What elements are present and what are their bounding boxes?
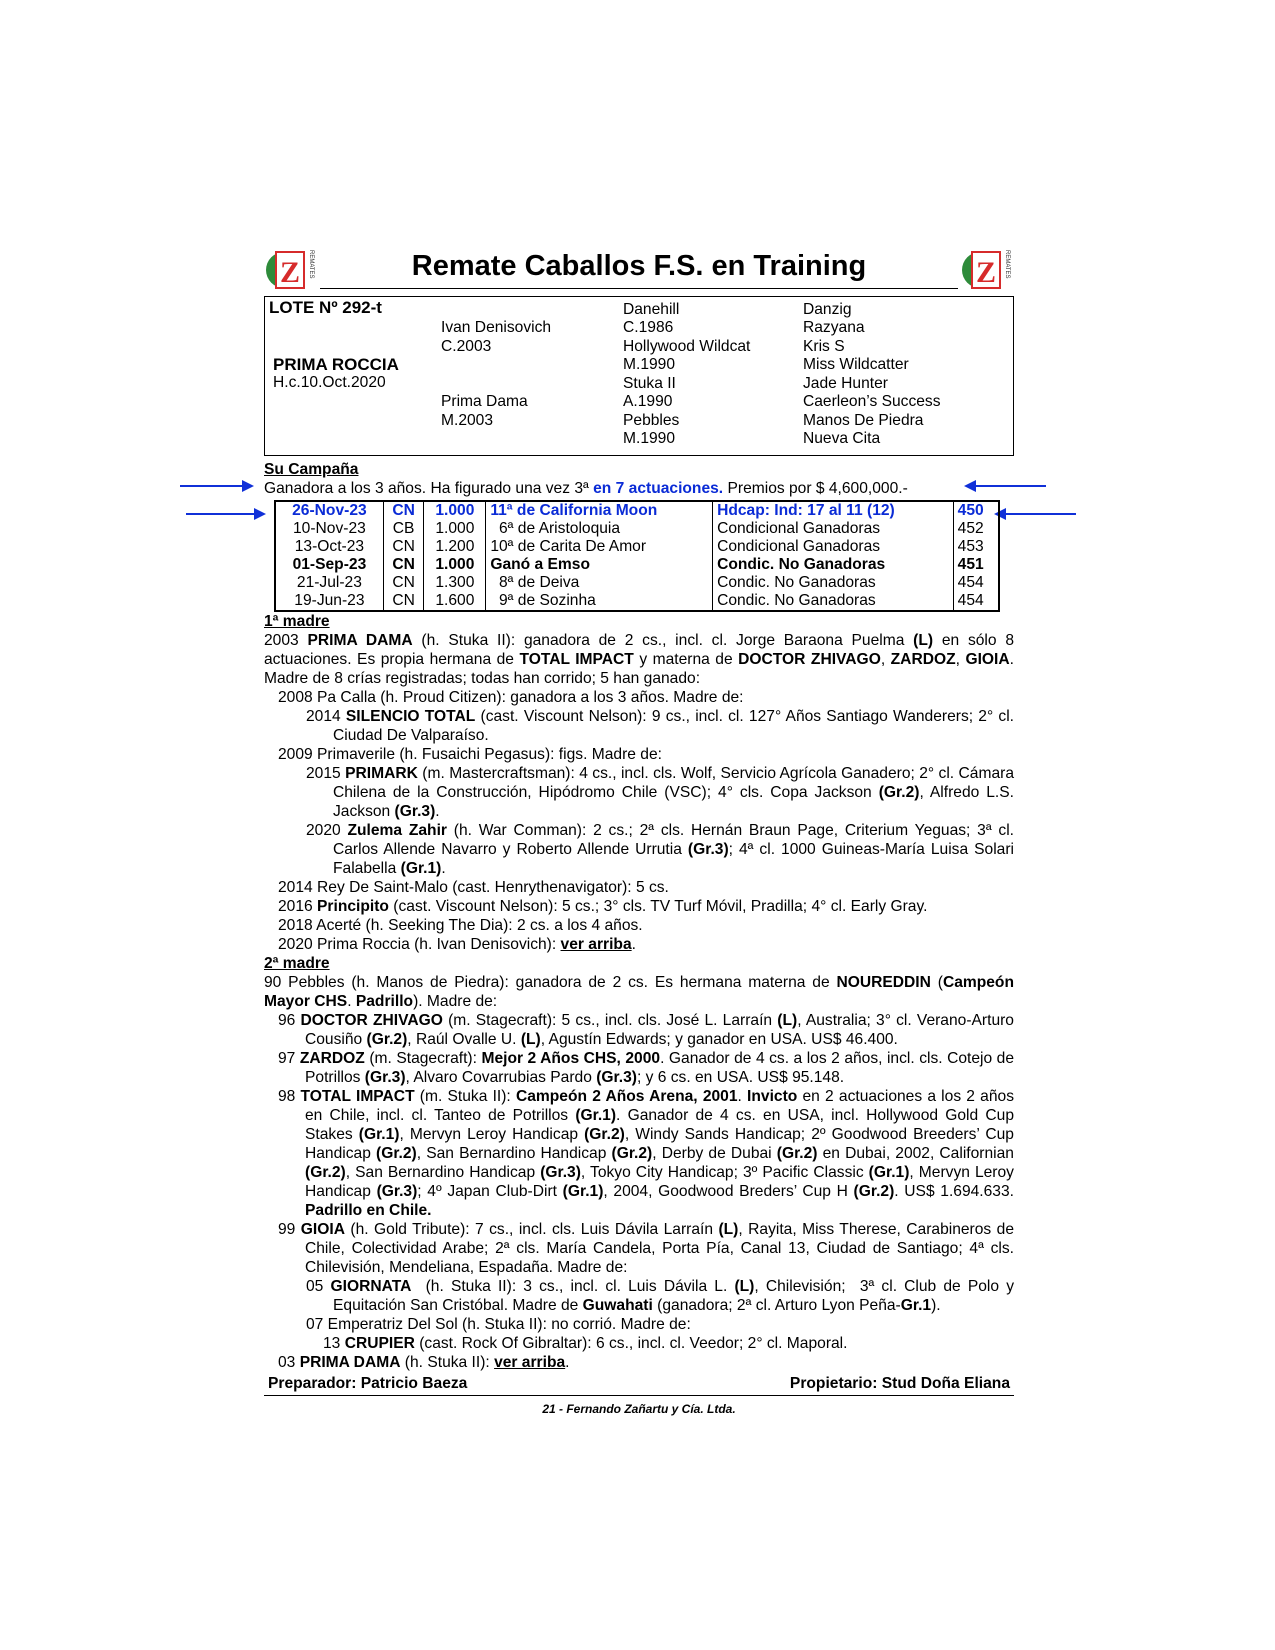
race-track: CN bbox=[383, 501, 424, 520]
zanartu-logo bbox=[264, 244, 318, 292]
race-cond: Condic. No Ganadoras bbox=[713, 574, 954, 592]
grandsire-2-desc: M.1990 bbox=[623, 356, 676, 373]
svg-text:Z: Z bbox=[975, 256, 997, 289]
grandsire-4-desc: M.1990 bbox=[623, 430, 676, 447]
svg-text:REMATES: REMATES bbox=[1004, 250, 1010, 279]
race-row bbox=[275, 556, 999, 574]
ggs-4: Miss Wildcatter bbox=[803, 356, 909, 373]
race-track: CB bbox=[383, 520, 424, 538]
footer-rule bbox=[264, 1395, 1014, 1396]
catalog-page bbox=[264, 240, 1014, 1419]
svg-text:REMATES: REMATES bbox=[308, 250, 314, 279]
race-dist: 1.000 bbox=[424, 520, 486, 538]
ggs-3: Kris S bbox=[803, 338, 845, 355]
race-dist: 1.200 bbox=[424, 538, 486, 556]
race-dist: 1.000 bbox=[424, 556, 486, 574]
dam-desc: M.2003 bbox=[441, 412, 494, 429]
horse-name: PRIMA ROCCIA bbox=[273, 355, 399, 374]
pedigree-box bbox=[264, 296, 1014, 456]
race-row bbox=[275, 592, 999, 611]
race-row bbox=[275, 574, 999, 592]
race-num: 453 bbox=[953, 538, 999, 556]
grandsire-1: Danehill bbox=[623, 301, 680, 318]
page-title: Remate Caballos F.S. en Training bbox=[411, 250, 867, 282]
grandsire-3-desc: A.1990 bbox=[623, 393, 673, 410]
ggs-7: Manos De Piedra bbox=[803, 412, 924, 429]
grandsire-2: Hollywood Wildcat bbox=[623, 338, 751, 355]
dam2-heading: 2ª madre bbox=[264, 955, 330, 972]
race-dist: 1.000 bbox=[424, 501, 486, 520]
race-track: CN bbox=[383, 538, 424, 556]
dam1-heading: 1ª madre bbox=[264, 613, 330, 630]
trainer: Preparador: Patricio Baeza bbox=[268, 1375, 468, 1392]
race-num: 452 bbox=[953, 520, 999, 538]
race-row bbox=[275, 501, 999, 520]
arrow-right-icon bbox=[180, 480, 254, 492]
grandsire-1-desc: C.1986 bbox=[623, 319, 674, 336]
race-cond: Condicional Ganadoras bbox=[713, 538, 954, 556]
page-header bbox=[264, 240, 1014, 294]
race-date: 13-Oct-23 bbox=[294, 538, 365, 555]
race-num: 454 bbox=[953, 592, 999, 611]
lot-number: LOTE Nº 292-t bbox=[269, 298, 382, 317]
dam1-section: 2003 PRIMA DAMA (h. Stuka II): ganadora de 2 cs., incl. cl. Jorge Baraona Puelma (L) en sólo 8 actuaciones. Es propia hermana de TOTAL IMPACT y materna de DOCTOR ZHIVAGO, ZARDOZ, GIOIA. Madre de 8 crías registradas; todas han corrido; 5 han ganado: 2008 Pa Calla (h. Proud Citizen): ganadora a los 3 años. Madre de: 2014 SILENCIO TOTAL (cast. Viscount Nelson): 9 cs., incl. cl. 127° Años Santiago Wanderers; 2° cl. Ciudad De Valparaíso. 2009 Primaverile (h. Fusaichi Pegasus): figs. Madre de: 2015 PRIMARK (m. Mastercraftsman): 4 cs., incl. cls. Wolf, Servicio Agrícola Ganadero; 2° cl. Cámara Chilena de la Construcción, Hipódromo Chile (VSC); 4° cls. Copa Jackson (Gr.2), Alfredo L.S. Jackson (Gr.3). 2020 Zulema Zahir (h. War Comman): 2 cs.; 2ª cls. Hernán Braun Page, Criterium Yeguas; 3ª cl. Carlos Allende Navarro y Roberto Allende Urrutia (Gr.3); 4ª cl. 1000 Guineas-María Luisa Solari Falabella (Gr.1). 2014 Rey De Saint-Malo (cast. Henrythenavigator): 5 cs. 2016 Principito (cast. Viscount Nelson): 5 cs.; 3° cls. TV Turf Móvil, Pradilla; 4° cl. Early Gray. 2018 Acerté (h. Seeking The Dia): 2 cs. a los 4 años. 2020 Prima Roccia (h. Ivan Denisovich): ver arriba. bbox=[264, 632, 1015, 953]
arrow-right-icon bbox=[186, 508, 266, 520]
ggs-2: Razyana bbox=[803, 319, 865, 336]
race-date: 19-Jun-23 bbox=[294, 592, 365, 609]
ggs-8: Nueva Cita bbox=[803, 430, 881, 447]
race-result: Ganó a Emso bbox=[486, 556, 713, 574]
race-track: CN bbox=[383, 556, 424, 574]
race-result: 11ª de California Moon bbox=[486, 501, 713, 520]
owner: Propietario: Stud Doña Eliana bbox=[789, 1375, 1010, 1392]
ggs-1: Danzig bbox=[803, 301, 852, 318]
svg-text:Z: Z bbox=[279, 256, 301, 289]
race-track: CN bbox=[383, 574, 424, 592]
race-num: 450 bbox=[953, 501, 999, 520]
page-footer: 21 - Fernando Zañartu y Cía. Ltda. bbox=[542, 1402, 736, 1416]
dam: Prima Dama bbox=[441, 393, 528, 410]
race-dist: 1.300 bbox=[424, 574, 486, 592]
dam2-section: 90 Pebbles (h. Manos de Piedra): ganadora de 2 cs. Es hermana materna de NOUREDDIN (Campeón Mayor CHS. Padrillo). Madre de: 96 DOCTOR ZHIVAGO (m. Stagecraft): 5 cs., incl. cls. José L. Larraín (L), Australia; 3° cl. Verano-Arturo Cousiño (Gr.2), Raúl Ovalle U. (L), Agustín Edwards; y ganador en USA. US$ 46.400. 97 ZARDOZ (m. Stagecraft): Mejor 2 Años CHS, 2000. Ganador de 4 cs. a los 2 años, incl. cls. Cotejo de Potrillos (Gr.3), Alvaro Covarrubias Pardo (Gr.3); y 6 cs. en USA. US$ 95.148. 98 TOTAL IMPACT (m. Stuka II): Campeón 2 Años Arena, 2001. Invicto en 2 actuaciones a los 2 años en Chile, incl. cl. Tanteo de Potrillos (Gr.1). Ganador de 4 cs. en USA, incl. Hollywood Gold Cup Stakes (Gr.1), Mervyn Leroy Handicap (Gr.2), Windy Sands Handicap; 2º Goodwood Breeders’ Cup Handicap (Gr.2), San Bernardino Handicap (Gr.2), Derby de Dubai (Gr.2) en Dubai, 2002, Californian (Gr.2), San Bernardino Handicap (Gr.3), Tokyo City Handicap; 3º Pacific Classic (Gr.1), Mervyn Leroy Handicap (Gr.3); 4º Japan Club-Dirt (Gr.1), 2004, Goodwood Breders’ Cup H (Gr.2). US$ 1.694.633. Padrillo en Chile. 99 GIOIA (h. Gold Tribute): 7 cs., incl. cls. Luis Dávila Larraín (L), Rayita, Miss Therese, Carabineros de Chile, Colectividad Arabe; 2ª cls. María Candela, Porta Pía, Canal 13, Ciudad de Santiago; 4ª cls. Chilevisión, Mendeliana, Espadaña. Madre de: 05 GIORNATA (h. Stuka II): 3 cs., incl. cl. Luis Dávila L. (L), Chilevisión; 3ª cl. Club de Polo y Equitación San Cristóbal. Madre de Guwahati (ganadora; 2ª cl. Arturo Lyon Peña-Gr.1). 07 Emperatriz Del Sol (h. Stuka II): no corrió. Madre de: 13 CRUPIER (cast. Rock Of Gibraltar): 6 cs., incl. cl. Veedor; 2° cl. Maporal. 03 PRIMA DAMA (h. Stuka II): ver arriba. bbox=[264, 974, 1015, 1371]
race-num: 451 bbox=[953, 556, 999, 574]
header-rule bbox=[320, 288, 958, 289]
race-date: 01-Sep-23 bbox=[292, 556, 367, 573]
race-result: 6ª de Aristoloquia bbox=[486, 520, 713, 538]
races-table bbox=[274, 500, 1000, 612]
race-date: 10-Nov-23 bbox=[293, 520, 366, 537]
race-cond: Hdcap: Ind: 17 al 11 (12) bbox=[713, 501, 954, 520]
race-cond: Condic. No Ganadoras bbox=[713, 592, 954, 611]
grandsire-3: Stuka II bbox=[623, 375, 676, 392]
race-result: 10ª de Carita De Amor bbox=[486, 538, 713, 556]
race-track: CN bbox=[383, 592, 424, 611]
horse-desc: H.c.10.Oct.2020 bbox=[273, 374, 386, 391]
race-date: 21-Jul-23 bbox=[296, 574, 362, 591]
race-row bbox=[275, 520, 999, 538]
race-dist: 1.600 bbox=[424, 592, 486, 611]
ggs-5: Jade Hunter bbox=[803, 375, 888, 392]
race-date: 26-Nov-23 bbox=[292, 502, 367, 519]
race-num: 454 bbox=[953, 574, 999, 592]
race-result: 8ª de Deiva bbox=[486, 574, 713, 592]
campaign-summary: Ganadora a los 3 años. Ha figurado una vez 3ª en 7 actuaciones. Premios por $ 4,600,000.- bbox=[264, 480, 908, 497]
footer-credits bbox=[264, 1374, 1014, 1393]
campaign-heading: Su Campaña bbox=[264, 461, 359, 478]
race-row bbox=[275, 538, 999, 556]
sire-desc: C.2003 bbox=[441, 338, 492, 355]
grandsire-4: Pebbles bbox=[623, 412, 680, 429]
race-result: 9ª de Sozinha bbox=[486, 592, 713, 611]
zanartu-logo bbox=[960, 244, 1014, 292]
sire: Ivan Denisovich bbox=[441, 319, 552, 336]
race-cond: Condicional Ganadoras bbox=[713, 520, 954, 538]
race-cond: Condic. No Ganadoras bbox=[713, 556, 954, 574]
ggs-6: Caerleon’s Success bbox=[803, 393, 941, 410]
